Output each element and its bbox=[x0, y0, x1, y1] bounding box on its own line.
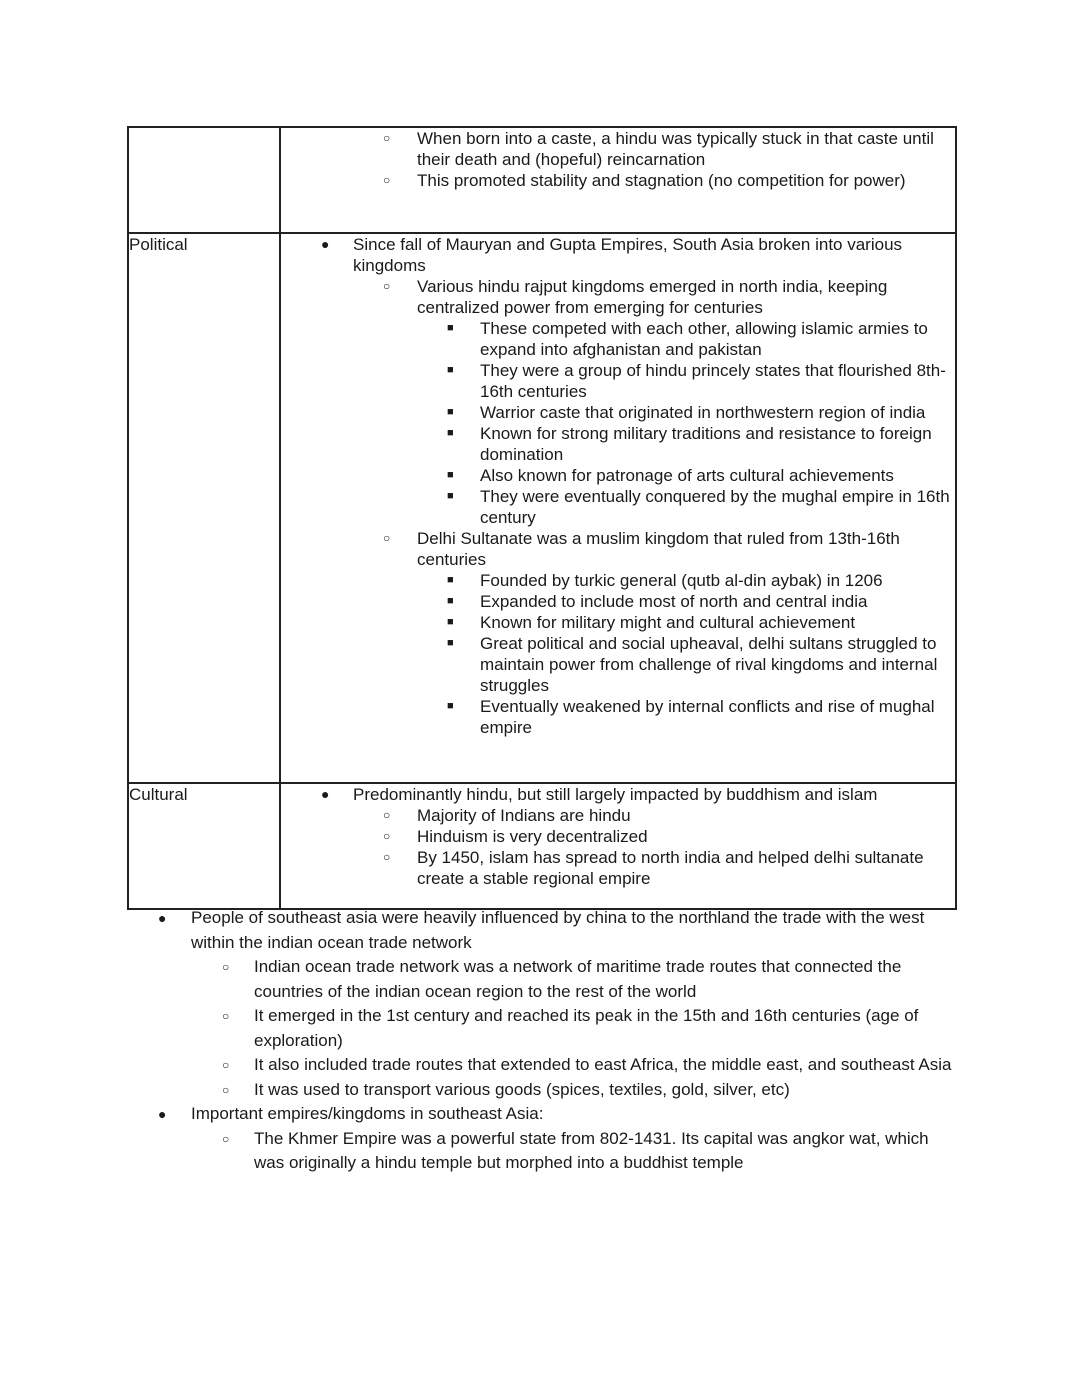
square-bullet-icon: ■ bbox=[447, 574, 454, 586]
list-item: ■ Known for military might and cultural achievement bbox=[447, 613, 856, 632]
disc-bullet-icon: ● bbox=[321, 236, 330, 252]
row-label-cultural: Cultural bbox=[128, 783, 280, 909]
list-item: ● People of southeast asia were heavily influenced by china to the northland the trade with the west within the indian ocean trade network bbox=[158, 908, 925, 952]
circle-bullet-icon: ○ bbox=[222, 960, 230, 974]
list-item: ■ Eventually weakened by internal conflicts and rise of mughal empire bbox=[447, 697, 935, 737]
square-bullet-icon: ■ bbox=[447, 427, 454, 439]
row-content-political bbox=[280, 233, 956, 783]
list-item: ○ Various hindu rajput kingdoms emerged in north india, keeping centralized power from emerging for centuries bbox=[383, 277, 888, 317]
table-row-political bbox=[128, 233, 956, 783]
circle-bullet-icon: ○ bbox=[222, 1082, 230, 1097]
circle-bullet-icon: ○ bbox=[222, 1009, 230, 1023]
list-item: ○ By 1450, islam has spread to north india and helped delhi sultanate create a stable regional empire bbox=[383, 848, 924, 888]
list-item: ○ It also included trade routes that extended to east Africa, the middle east, and southeast Asia bbox=[0, 1053, 1080, 1078]
square-bullet-icon: ■ bbox=[447, 595, 454, 607]
list-item: ● Predominantly hindu, but still largely impacted by buddhism and islam bbox=[321, 785, 878, 804]
list-item: ● Since fall of Mauryan and Gupta Empires, South Asia broken into various kingdoms bbox=[321, 235, 903, 275]
square-bullet-icon: ■ bbox=[447, 637, 454, 649]
row-content-caste bbox=[280, 127, 956, 233]
list-item: ■ Expanded to include most of north and central india bbox=[447, 592, 868, 611]
square-bullet-icon: ■ bbox=[447, 406, 454, 418]
list-item: ■ They were eventually conquered by the mughal empire in 16th century bbox=[447, 487, 950, 527]
disc-bullet-icon: ● bbox=[321, 786, 330, 802]
list-item: ■ Known for strong military traditions and resistance to foreign domination bbox=[447, 424, 932, 464]
list-item: ○ The Khmer Empire was a powerful state from 802-1431. Its capital was angkor wat, which was originally a hindu temple but morphed into a buddhist temple bbox=[222, 1128, 929, 1172]
list-item: ○ Indian ocean trade network was a network of maritime trade routes that connected the countries of the indian ocean region to the rest of the world bbox=[222, 957, 902, 1001]
list-item: ○ It was used to transport various goods (spices, textiles, gold, silver, etc) bbox=[0, 1078, 1080, 1103]
list-item: ■ These competed with each other, allowing islamic armies to expand into afghanistan and pakistan bbox=[447, 319, 928, 359]
disc-bullet-icon: ● bbox=[158, 1106, 167, 1122]
circle-bullet-icon: ○ bbox=[222, 1131, 230, 1146]
list-item: ○ It emerged in the 1st century and reached its peak in the 15th and 16th centuries (age of exploration) bbox=[222, 1006, 919, 1050]
circle-bullet-icon: ○ bbox=[383, 808, 391, 822]
table-row-cultural bbox=[128, 783, 956, 909]
circle-bullet-icon: ○ bbox=[383, 131, 391, 145]
list-item: ■ They were a group of hindu princely states that flourished 8th-16th centuries bbox=[447, 361, 946, 401]
circle-bullet-icon: ○ bbox=[383, 850, 391, 864]
list-item: ● Important empires/kingdoms in southeast Asia: bbox=[0, 1102, 1080, 1127]
southeast-asia-notes bbox=[0, 906, 1080, 1176]
square-bullet-icon: ■ bbox=[447, 700, 454, 712]
list-item: ■ Also known for patronage of arts cultural achievements bbox=[447, 466, 894, 485]
list-item: ■ Founded by turkic general (qutb al-din aybak) in 1206 bbox=[447, 571, 883, 590]
row-content-cultural bbox=[280, 783, 956, 909]
list-item: ■ Great political and social upheaval, delhi sultans struggled to maintain power from challenge of rival kingdoms and internal struggles bbox=[447, 634, 938, 695]
circle-bullet-icon: ○ bbox=[383, 173, 391, 187]
row-label-political: Political bbox=[128, 233, 280, 783]
circle-bullet-icon: ○ bbox=[383, 279, 391, 293]
disc-bullet-icon: ● bbox=[158, 910, 167, 926]
square-bullet-icon: ■ bbox=[447, 322, 454, 334]
table-row-caste bbox=[128, 127, 956, 233]
list-item: ■ Warrior caste that originated in northwestern region of india bbox=[447, 403, 926, 422]
list-item: ○ Hinduism is very decentralized bbox=[383, 827, 648, 846]
list-item: ○ Majority of Indians are hindu bbox=[383, 806, 631, 825]
square-bullet-icon: ■ bbox=[447, 469, 454, 481]
list-item: ○ Delhi Sultanate was a muslim kingdom that ruled from 13th-16th centuries bbox=[383, 529, 900, 569]
circle-bullet-icon: ○ bbox=[383, 531, 391, 545]
square-bullet-icon: ■ bbox=[447, 490, 454, 502]
list-item: ○ This promoted stability and stagnation (no competition for power) bbox=[383, 171, 906, 190]
row-label-empty bbox=[128, 127, 280, 233]
circle-bullet-icon: ○ bbox=[222, 1058, 230, 1072]
square-bullet-icon: ■ bbox=[447, 616, 454, 628]
square-bullet-icon: ■ bbox=[447, 364, 454, 376]
circle-bullet-icon: ○ bbox=[383, 829, 391, 843]
notes-table bbox=[127, 126, 957, 910]
list-item: ○ When born into a caste, a hindu was typically stuck in that caste until their death and (hopeful) reincarnation bbox=[383, 129, 934, 169]
